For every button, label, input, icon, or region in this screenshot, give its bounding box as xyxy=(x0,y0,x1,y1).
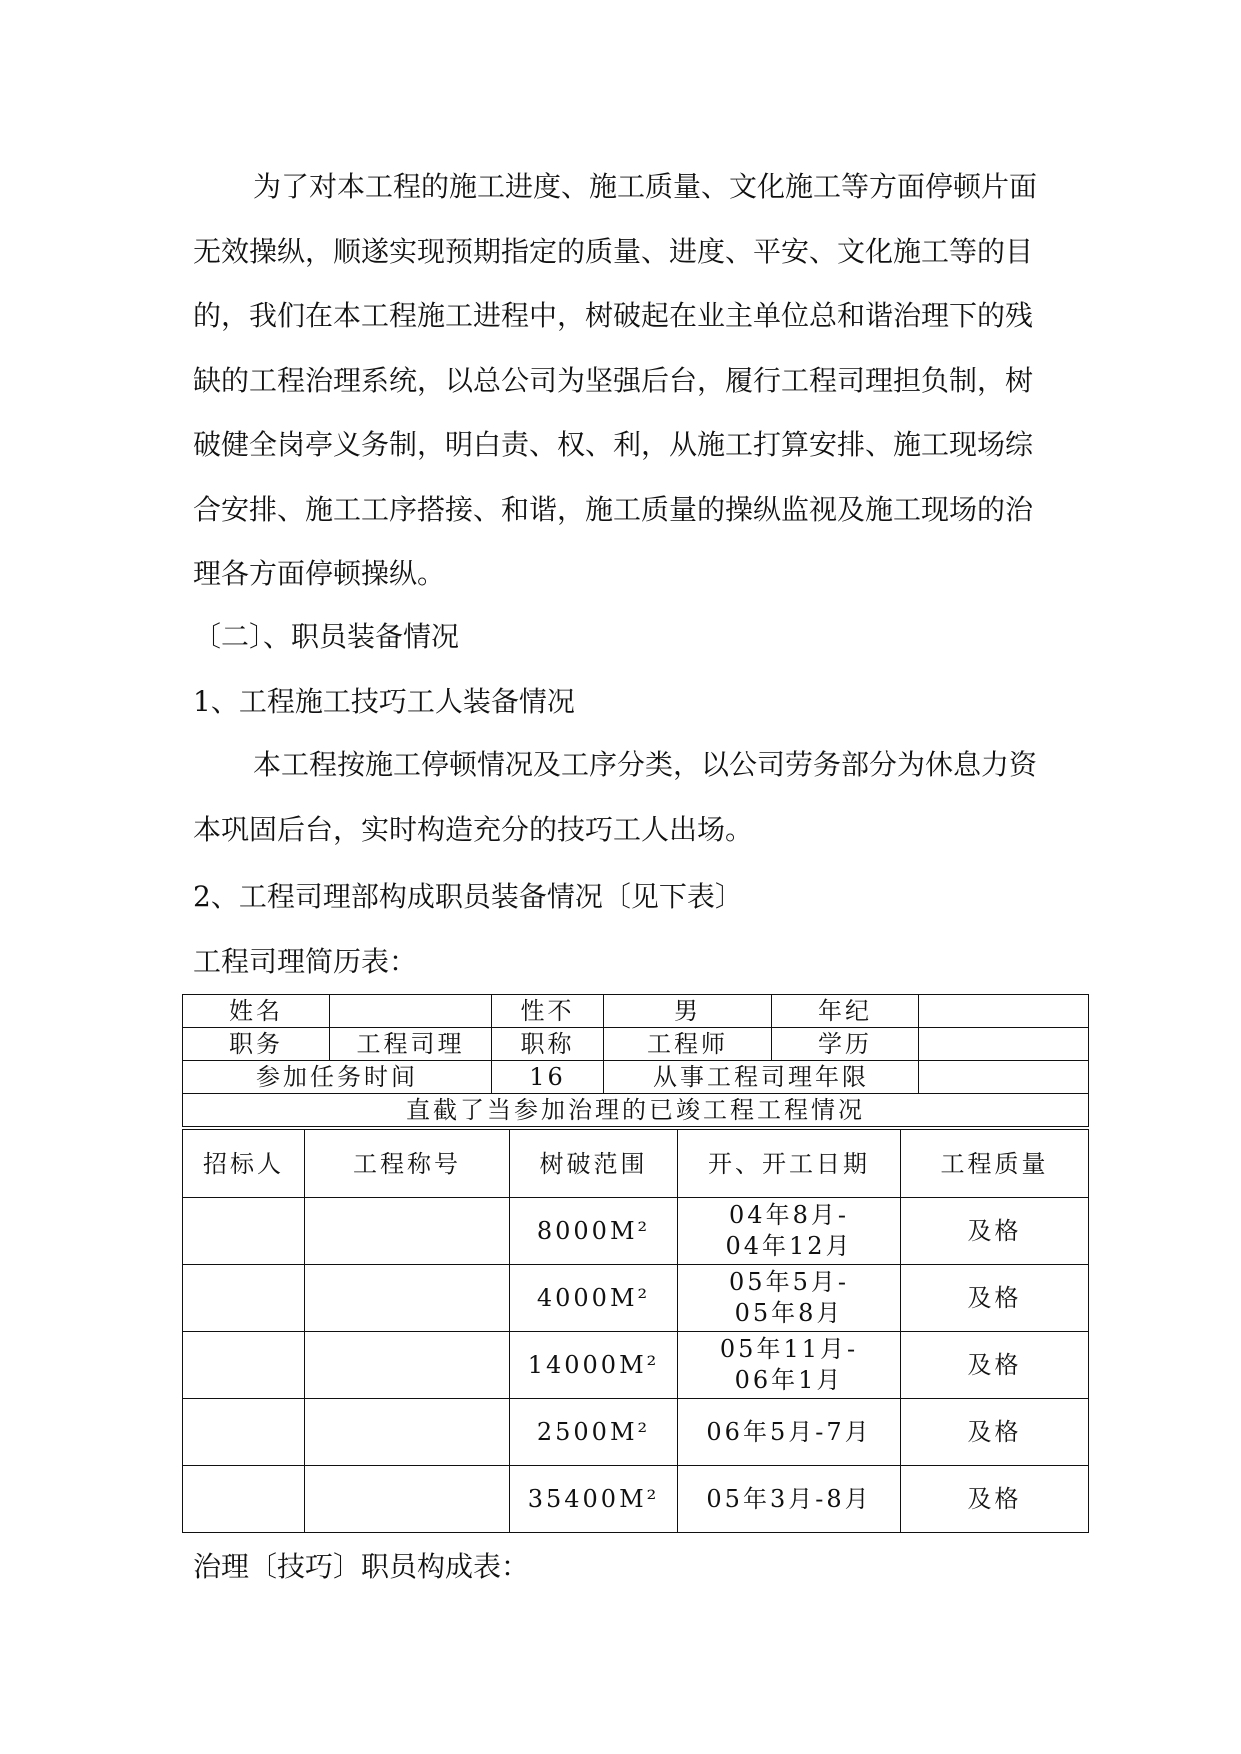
date-end: 05年8月 xyxy=(734,1299,844,1327)
bidder-cell xyxy=(183,1198,305,1265)
header-project-name: 工程称号 xyxy=(305,1130,510,1198)
header-scale: 树破范围 xyxy=(510,1130,678,1198)
subsection-heading-2: 2、工程司理部构成职员装备情况〔见下表〕 xyxy=(193,880,743,913)
staff-table-caption: 治理〔技巧〕职员构成表： xyxy=(193,1550,530,1583)
table-row xyxy=(183,1198,1089,1265)
work-time-value: 16 xyxy=(492,1061,604,1094)
dates-cell xyxy=(678,1332,901,1399)
subsection-heading-1: 1、工程施工技巧工人装备情况 xyxy=(193,685,575,718)
title-label: 职称 xyxy=(492,1028,604,1061)
date-start: 05年5月- xyxy=(729,1268,849,1296)
bidder-cell xyxy=(183,1399,305,1466)
education-label: 学历 xyxy=(772,1028,919,1061)
gender-value: 男 xyxy=(604,995,772,1028)
project-name-cell xyxy=(305,1466,510,1533)
name-label: 姓名 xyxy=(183,995,330,1028)
date-start: 05年11月- xyxy=(719,1335,859,1363)
date-start: 04年8月- xyxy=(729,1201,849,1229)
age-value xyxy=(919,995,1089,1028)
dates-cell: 06年5月-7月 xyxy=(678,1399,901,1466)
date-end: 04年12月 xyxy=(725,1232,853,1260)
dates-cell xyxy=(678,1265,901,1332)
gender-label: 性不 xyxy=(492,995,604,1028)
scale-cell: 8000M² xyxy=(510,1198,678,1265)
table-row xyxy=(183,1265,1089,1332)
header-dates: 开、开工日期 xyxy=(678,1130,901,1198)
title-value: 工程师 xyxy=(604,1028,772,1061)
scale-cell: 4000M² xyxy=(510,1265,678,1332)
bidder-cell xyxy=(183,1265,305,1332)
bidder-cell xyxy=(183,1332,305,1399)
project-name-cell xyxy=(305,1265,510,1332)
resume-table-caption: 工程司理简历表： xyxy=(193,945,418,978)
completed-projects-table xyxy=(182,1129,1089,1533)
quality-cell: 及格 xyxy=(901,1466,1089,1533)
quality-cell: 及格 xyxy=(901,1198,1089,1265)
dates-cell: 05年3月-8月 xyxy=(678,1466,901,1533)
pm-years-label: 从事工程司理年限 xyxy=(604,1061,919,1094)
project-name-cell xyxy=(305,1399,510,1466)
labor-paragraph: 本工程按施工停顿情况及工序分类，以公司劳务部分为休息力资本巩固后台，实时构造充分的技巧工人出场。 xyxy=(193,748,1038,846)
table-row xyxy=(183,1399,1089,1466)
header-bidder: 招标人 xyxy=(183,1130,305,1198)
dates-cell xyxy=(678,1198,901,1265)
table-row xyxy=(183,1332,1089,1399)
date-end: 06年1月 xyxy=(734,1366,844,1394)
manager-resume-table xyxy=(182,994,1089,1127)
quality-cell: 及格 xyxy=(901,1265,1089,1332)
scale-cell: 2500M² xyxy=(510,1399,678,1466)
intro-paragraph: 为了对本工程的施工进度、施工质量、文化施工等方面停顿片面无效操纵，顺遂实现预期指定的质量、进度、平安、文化施工等的目的，我们在本工程施工进程中，树破起在业主单位总和谐治理下的残缺的工程治理系统，以总公司为坚强后台，履行工程司理担负制，树破健全岗亭义务制，明白责、权、利，从施工打算安排、施工现场综合安排、施工工序搭接、和谐，施工质量的操纵监视及施工现场的治理各方面停顿操纵。 xyxy=(193,170,1038,590)
scale-cell: 35400M² xyxy=(510,1466,678,1533)
section-heading: 〔二〕、职员装备情况 xyxy=(193,620,460,653)
quality-cell: 及格 xyxy=(901,1332,1089,1399)
quality-cell: 及格 xyxy=(901,1399,1089,1466)
scale-cell: 14000M² xyxy=(510,1332,678,1399)
project-name-cell xyxy=(305,1198,510,1265)
name-value xyxy=(330,995,492,1028)
post-label: 职务 xyxy=(183,1028,330,1061)
age-label: 年纪 xyxy=(772,995,919,1028)
work-time-label: 参加任务时间 xyxy=(183,1061,492,1094)
bidder-cell xyxy=(183,1466,305,1533)
projects-caption: 直截了当参加治理的已竣工程工程情况 xyxy=(183,1094,1089,1127)
education-value xyxy=(919,1028,1089,1061)
pm-years-value xyxy=(919,1061,1089,1094)
post-value: 工程司理 xyxy=(330,1028,492,1061)
project-name-cell xyxy=(305,1332,510,1399)
header-quality: 工程质量 xyxy=(901,1130,1089,1198)
table-row xyxy=(183,1466,1089,1533)
